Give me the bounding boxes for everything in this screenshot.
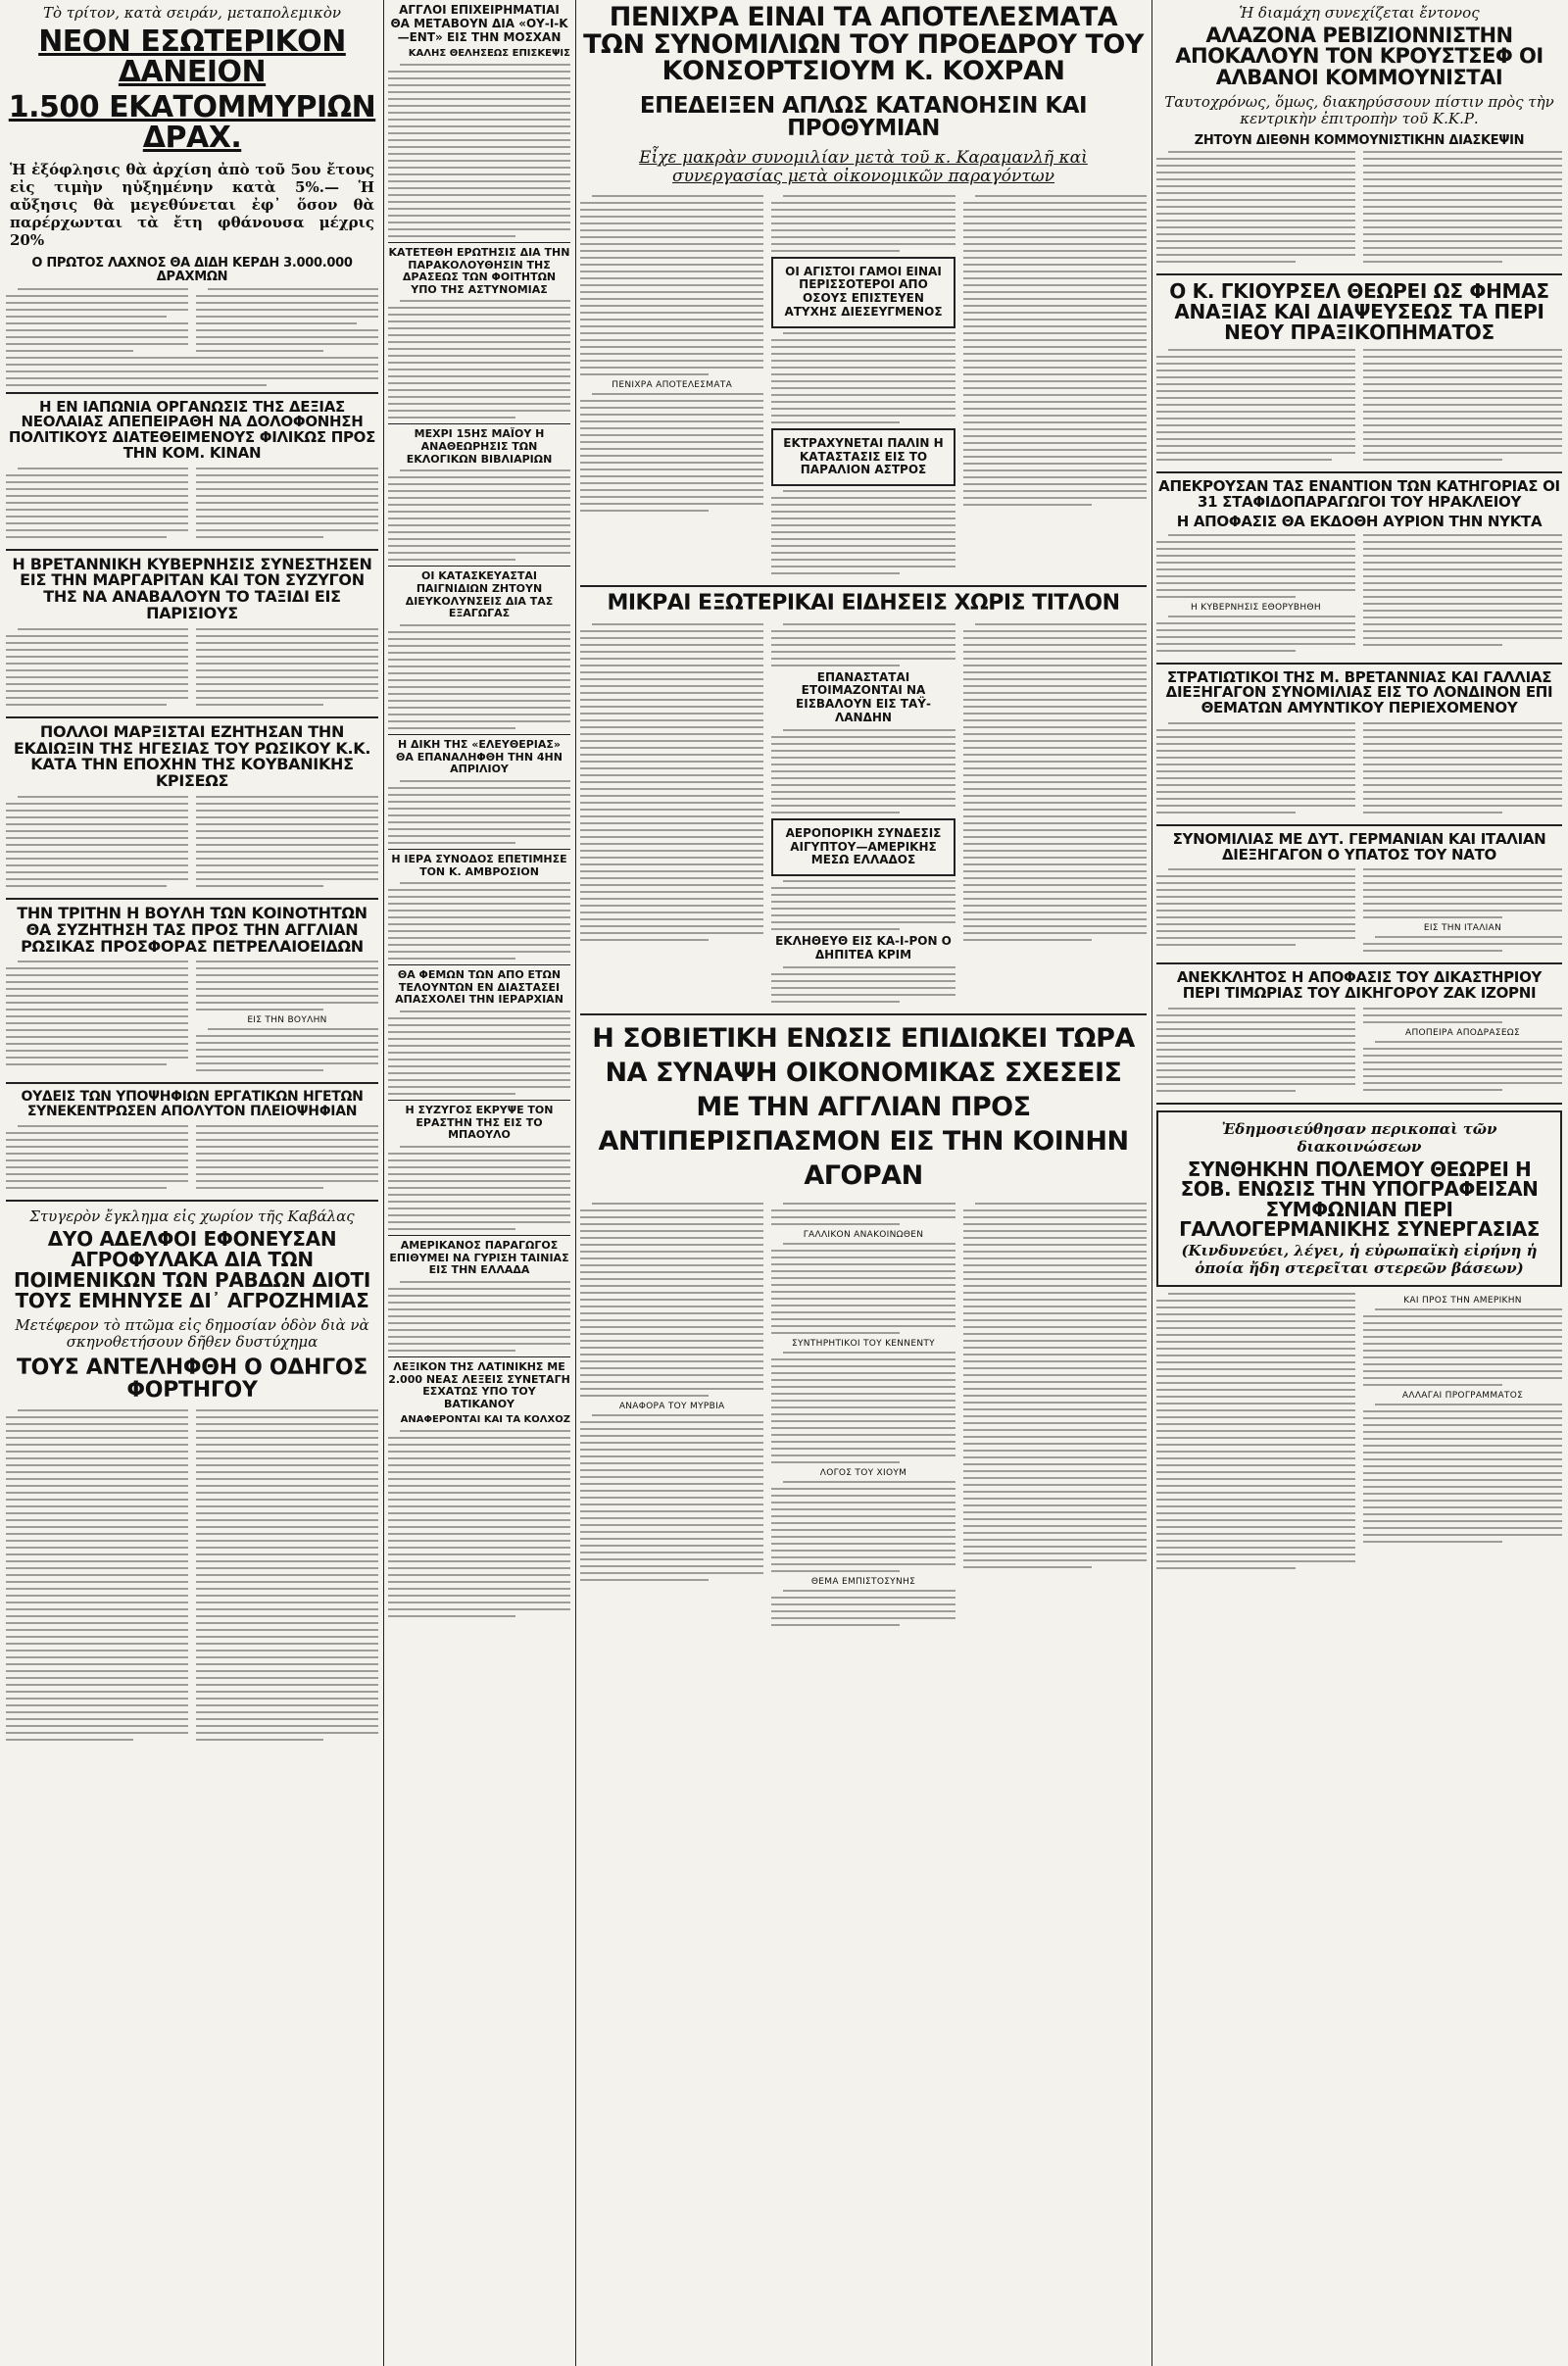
headline-cochran: ΠΕΝΙΧΡΑ ΕΙΝΑΙ ΤΑ ΑΠΟΤΕΛΕΣΜΑΤΑ ΤΩΝ ΣΥΝΟΜΙΛΙΩΝ ΤΟΥ ΠΡΟΕΔΡΟΥ ΤΟΥ ΚΟΝΣΟΡΤΣΙΟΥΜ Κ. ΚΟΧΡΑΝ	[583, 2, 1144, 87]
headline-commons: ΤΗΝ ΤΡΙΤΗΝ Η ΒΟΥΛΗ ΤΩΝ ΚΟΙΝΟΤΗΤΩΝ ΘΑ ΣΥΖΗΤΗΣΗ ΤΑΣ ΠΡΟΣ ΤΗΝ ΑΓΓΛΙΑΝ ΡΩΣΙΚΑΣ ΠΡΟΣΦΟΡΑΣ ΠΕΤΡΕΛΑΙΟΕΙΔΩΝ	[17, 904, 368, 956]
label-french-statement: ΓΑΛΛΙΚΟΝ ΑΝΑΚΟΙΝΩΘΕΝ	[803, 1230, 924, 1241]
column-2	[388, 0, 570, 2366]
headline-understanding: ΕΠΕΔΕΙΞΕΝ ΑΠΛΩΣ ΚΑΤΑΝΟΗΣΙΝ ΚΑΙ ΠΡΟΘΥΜΙΑΝ	[639, 92, 1088, 142]
headline-japan-youth: Η ΕΝ ΙΑΠΩΝΙΑ ΟΡΓΑΝΩΣΙΣ ΤΗΣ ΔΕΞΙΑΣ ΝΕΟΛΑΙΑΣ ΑΠΕΠΕΙΡΑΘΗ ΝΑ ΔΟΛΟΦΟΝΗΣΗ ΠΟΛΙΤΙΚΟΥΣ ΔΙΑΤΕΘΕΙΜΕΝΟΥΣ ΦΙΛΙΚΩΣ ΠΡΟΣ ΤΗΝ ΚΟΜ. ΚΙΝΑΝ	[8, 397, 376, 462]
headline-british-businessmen: ΑΓΓΛΟΙ ΕΠΙΧΕΙΡΗΜΑΤΙΑΙ ΘΑ ΜΕΤΑΒΟΥΝ ΔΙΑ «ΟΥ-Ι-Κ—ΕΝΤ» ΕΙΣ ΤΗΝ ΜΟΣΧΑΝ	[390, 3, 568, 44]
kicker-staged-accident: Μετέφερον τὸ πτῶμα εἰς δημοσίαν ὁδὸν διὰ νὰ σκηνοθετήσουν δῆθεν δυστύχημα	[15, 1315, 369, 1352]
column-rule	[383, 0, 384, 2366]
headline-nato-commander: ΣΥΝΟΜΙΛΙΑΣ ΜΕ ΔΥΤ. ΓΕΡΜΑΝΙΑΝ ΚΑΙ ΙΤΑΛΙΑΝ ΔΙΕΞΗΓΑΓΟΝ Ο ΥΠΑΤΟΣ ΤΟΥ ΝΑΤΟ	[1172, 829, 1546, 863]
headline-decision-tonight: Η ΑΠΟΦΑΣΙΣ ΘΑ ΕΚΔΟΘΗ ΑΥΡΙΟΝ ΤΗΝ ΝΥΚΤΑ	[1176, 512, 1543, 530]
headline-gursel: Ο Κ. ΓΚΙΟΥΡΣΕΛ ΘΕΩΡΕΙ ΩΣ ΦΗΜΑΣ ΑΝΑΞΙΑΣ ΚΑΙ ΔΙΑΨΕΥΣΕΩΣ ΤΑ ΠΕΡΙ ΝΕΟΥ ΠΡΑΞΙΚΟΠΗΜΑΤΟΣ	[1169, 279, 1549, 345]
headline-raisin-growers: ΑΠΕΚΡΟΥΣΑΝ ΤΑΣ ΕΝΑΝΤΙΟΝ ΤΩΝ ΚΑΤΗΓΟΡΙΑΣ ΟΙ 31 ΣΤΑΦΙΔΟΠΑΡΑΓΩΓΟΙ ΤΟΥ ΗΡΑΚΛΕΙΟΥ	[1158, 477, 1560, 512]
label-government-alarmed: Η ΚΥΒΕΡΝΗΣΙΣ ΕΘΟΡΥΒΗΘΗ	[1191, 602, 1321, 613]
subhead-central-committee: Ταυτοχρόνως, ὅμως, διακηρύσσουν πίστιν πρὸς τὴν κεντρικὴν ἐπιτροπὴν τοῦ Κ.Κ.Ρ.	[1164, 93, 1554, 128]
kicker-notes-published: Ἐδημοσιεύθησαν περικοπαὶ τῶν διακοινώσεων	[1221, 1119, 1497, 1156]
kicker-kavala: Στυγερὸν ἔγκλημα εἰς χωρίον τῆς Καβάλας	[29, 1207, 355, 1225]
column-rule	[575, 0, 576, 2366]
subhead-goodwill: ΚΑΛΗΣ ΘΕΛΗΣΕΩΣ ΕΠΙΣΚΕΨΙΣ	[408, 48, 570, 60]
headline-truck-driver: ΤΟΥΣ ΑΝΤΕΛΗΦΘΗ Ο ΟΔΗΓΟΣ ΦΟΡΤΗΓΟΥ	[16, 1356, 368, 1404]
label-home: ΛΟΓΟΣ ΤΟΥ ΧΙΟΥΜ	[819, 1468, 907, 1479]
headline-electoral-books: ΜΕΧΡΙ 15ΗΣ ΜΑΪΟΥ Η ΑΝΑΘΕΩΡΗΣΙΣ ΤΩΝ ΕΚΛΟΓΙΚΩΝ ΒΙΒΛΙΑΡΙΩΝ	[406, 427, 553, 466]
headline-brothers: ΔΥΟ ΑΔΕΛΦΟΙ ΕΦΟΝΕΥΣΑΝ ΑΓΡΟΦΥΛΑΚΑ ΔΙΑ ΤΩΝ ΠΟΙΜΕΝΙΚΩΝ ΤΩΝ ΡΑΒΔΩΝ ΔΙΟΤΙ ΤΟΥΣ ΕΜΗΝΥΣΕ ΔΙ᾽ ΑΓΡΟΖΗΜΙΑΣ	[14, 1226, 370, 1312]
label-kennedy: ΣΥΝΤΗΡΗΤΙΚΟΙ ΤΟΥ ΚΕΝΝΕΝΤΥ	[792, 1339, 935, 1350]
subhead-first-prize: Ο ΠΡΩΤΟΣ ΛΑΧΝΟΣ ΘΑ ΔΙΔΗ ΚΕΡΔΗ 3.000.000 ΔΡΑΧΜΩΝ	[31, 256, 353, 285]
headline-albanian-communists: ΑΛΑΖΟΝΑ ΡΕΒΙΖΙΟΝΝΙΣΤΗΝ ΑΠΟΚΑΛΟΥΝ ΤΟΝ ΚΡΟΥΣΤΣΕΦ ΟΙ ΑΛΒΑΝΟΙ ΚΟΜΜΟΥΝΙΣΤΑΙ	[1175, 24, 1544, 89]
headline-margaret: Η ΒΡΕΤΑΝΝΙΚΗ ΚΥΒΕΡΝΗΣΙΣ ΣΥΝΕΣΤΗΣΕΝ ΕΙΣ ΤΗΝ ΜΑΡΓΑΡΙΤΑΝ ΚΑΙ ΤΟΝ ΣΥΖΥΓΟΝ ΤΗΣ ΝΑ ΑΝΑΒΑΛΟΥΝ ΤΟ ΤΑΞΙΔΙ ΕΙΣ ΠΑΡΙΣΙΟΥΣ	[12, 554, 372, 623]
headline-astros: ΕΚΤΡΑΧΥΝΕΤΑΙ ΠΑΛΙΝ Η ΚΑΤΑΣΤΑΣΙΣ ΕΙΣ ΤΟ ΠΑΡΑΛΙΟΝ ΑΣΤΡΟΣ	[783, 435, 944, 477]
label-confidence: ΘΕΜΑ ΕΜΠΙΣΤΟΣΥΝΗΣ	[810, 1577, 916, 1588]
headline-intl-conference: ΖΗΤΟΥΝ ΔΙΕΘΝΗ ΚΟΜΜΟΥΝΙΣΤΙΚΗΝ ΔΙΑΣΚΕΨΙΝ	[1194, 132, 1525, 148]
headline-soviet-england: Η ΣΟΒΙΕΤΙΚΗ ΕΝΩΣΙΣ ΕΠΙΔΙΩΚΕΙ ΤΩΡΑ ΝΑ ΣΥΝΑΨΗ ΟΙΚΟΝΟΜΙΚΑΣ ΣΧΕΣΕΙΣ ΜΕ ΤΗΝ ΑΓΓΛΙΑΝ ΠΡΟΣ ΑΝΤΙΠΕΡΙΣΠΑΣΜΟΝ ΕΙΣ ΤΗΝ ΚΟΙΝΗΝ ΑΓΟΡΑΝ	[592, 1022, 1135, 1192]
headline-new-loan: ΝΕΟΝ ΕΣΩΤΕΡΙΚΟΝ ΔΑΝΕΙΟΝ	[38, 25, 346, 89]
headline-rebels-thailand: ΕΠΑΝΑΣΤΑΤΑΙ ΕΤΟΙΜΑΖΟΝΤΑΙ ΝΑ ΕΙΣΒΑΛΟΥΝ ΕΙΣ ΤΑΫ-ΛΑΝΔΗΝ	[796, 669, 931, 724]
headline-war-treaty: ΣΥΝΘΗΚΗΝ ΠΟΛΕΜΟΥ ΘΕΩΡΕΙ Η ΣΟΒ. ΕΝΩΣΙΣ ΤΗΝ ΥΠΟΓΡΑΦΕΙΣΑΝ ΣΥΜΦΩΝΙΑΝ ΠΕΡΙ ΓΑΛΛΟΓΕΡΜΑΝΙΚΗΣ ΣΥΝΕΡΓΑΣΙΑΣ	[1179, 1157, 1540, 1242]
headline-students-police: ΚΑΤΕΤΕΘΗ ΕΡΩΤΗΣΙΣ ΔΙΑ ΤΗΝ ΠΑΡΑΚΟΛΟΥΘΗΣΙΝ ΤΗΣ ΔΡΑΣΕΩΣ ΤΩΝ ΦΟΙΤΗΤΩΝ ΥΠΟ ΤΗΣ ΑΣΤΥΝΟΜΙΑΣ	[388, 245, 570, 296]
label-meager-results: ΠΕΝΙΧΡΑ ΑΠΟΤΕΛΕΣΜΑΤΑ	[612, 379, 733, 390]
headline-latin-dictionary: ΛΕΞΙΚΟΝ ΤΗΣ ΛΑΤΙΝΙΚΗΣ ΜΕ 2.000 ΝΕΑΣ ΛΕΞΕΙΣ ΣΥΝΕΤΑΓΗ ΕΣΧΑΤΩΣ ΥΠΟ ΤΟΥ ΒΑΤΙΚΑΝΟΥ	[388, 1359, 570, 1410]
label-italy: ΕΙΣ ΤΗΝ ΙΤΑΛΙΑΝ	[1423, 923, 1502, 934]
label-to-america: ΚΑΙ ΠΡΟΣ ΤΗΝ ΑΜΕΡΙΚΗΝ	[1403, 1295, 1522, 1306]
headline-small-foreign-news: ΜΙΚΡΑΙ ΕΞΩΤΕΡΙΚΑΙ ΕΙΔΗΣΕΙΣ ΧΩΡΙΣ ΤΙΤΛΟΝ	[607, 591, 1120, 616]
label-escape-attempt: ΑΠΟΠΕΙΡΑ ΑΠΟΔΡΑΣΕΩΣ	[1405, 1027, 1520, 1038]
headline-separated-couples: ΘΑ ΦΕΜΩΝ ΤΩΝ ΑΠΟ ΕΤΩΝ ΤΕΛΟΥΝΤΩΝ ΕΝ ΔΙΑΣΤΑΣΕΙ ΑΠΑΣΧΟΛΕΙ ΤΗΝ ΙΕΡΑΡΧΙΑΝ	[395, 968, 564, 1007]
headline-loan-amount: 1.500 ΕΚΑΤΟΜΜΥΡΙΩΝ ΔΡΑΧ.	[8, 90, 376, 155]
headline-american-producer: ΑΜΕΡΙΚΑΝΟΣ ΠΑΡΑΓΩΓΟΣ ΕΠΙΘΥΜΕΙ ΝΑ ΓΥΡΙΣΗ ΤΑΙΝΙΑΣ ΕΙΣ ΤΗΝ ΕΛΛΑΔΑ	[389, 1238, 569, 1277]
kicker-loan: Τὸ τρίτον, κατὰ σειράν, μεταπολεμικὸν	[42, 4, 341, 22]
headline-air-link: ΑΕΡΟΠΟΡΙΚΗ ΣΥΝΔΕΣΙΣ ΑΙΓΥΠΤΟΥ—ΑΜΕΡΙΚΗΣ ΜΕΣΩ ΕΛΛΑΔΟΣ	[785, 825, 942, 867]
headline-unholy-marriages: ΟΙ ΑΓΙΣΤΟΙ ΓΑΜΟΙ ΕΙΝΑΙ ΠΕΡΙΣΣΟΤΕΡΟΙ ΑΠΟ ΟΣΟΥΣ ΕΠΙΣΤΕΥΕΝ ΑΤΥΧΗΣ ΔΙΕΣΕΥΓΜΕΝΟΣ	[784, 264, 943, 319]
kicker-dispute: Ἡ διαμάχη συνεχίζεται ἔντονος	[1239, 4, 1480, 22]
column-3	[580, 0, 1147, 2366]
headline-wife-trunk: Η ΣΥΖΥΓΟΣ ΕΚΡΥΨΕ ΤΟΝ ΕΡΑΣΤΗΝ ΤΗΣ ΕΙΣ ΤΟ ΜΠΑΟΥΛΟ	[405, 1104, 554, 1142]
headline-marxists: ΠΟΛΛΟΙ ΜΑΡΞΙΣΤΑΙ ΕΖΗΤΗΣΑΝ ΤΗΝ ΕΚΔΙΩΞΙΝ ΤΗΣ ΗΓΕΣΙΑΣ ΤΟΥ ΡΩΣΙΚΟΥ Κ.Κ. ΚΑΤΑ ΤΗΝ ΕΠΟΧΗΝ ΤΗΣ ΚΟΥΒΑΝΙΚΗΣ ΚΡΙΣΕΩΣ	[13, 721, 371, 791]
headline-eleftheria-trial: Η ΔΙΚΗ ΤΗΣ «ΕΛΕΥΘΕΡΙΑΣ» ΘΑ ΕΠΑΝΑΛΗΦΘΗ ΤΗΝ 4ΗΝ ΑΠΡΙΛΙΟΥ	[396, 737, 563, 776]
label-program-changes: ΑΛΛΑΓΑΙ ΠΡΟΓΡΑΜΜΑΤΟΣ	[1401, 1390, 1524, 1401]
headline-cairo: ΕΚΛΗΘΕΥΘ ΕΙΣ ΚΑ-Ι-ΡΟΝ Ο ΔΗΠΙΤΕΑ ΚΡΙΜ	[775, 934, 952, 961]
subhead-kolkhoz: ΑΝΑΦΕΡΟΝΤΑΙ ΚΑΙ ΤΑ ΚΟΛΧΟΖ	[400, 1414, 570, 1426]
column-4	[1156, 0, 1562, 2366]
headline-toy-makers: ΟΙ ΚΑΤΑΣΚΕΥΑΣΤΑΙ ΠΑΙΓΝΙΔΙΩΝ ΖΗΤΟΥΝ ΔΙΕΥΚΟΛΥΝΣΕΙΣ ΔΙΑ ΤΑΣ ΕΞΑΓΩΓΑΣ	[405, 569, 554, 620]
headline-military-talks: ΣΤΡΑΤΙΩΤΙΚΟΙ ΤΗΣ Μ. ΒΡΕΤΑΝΝΙΑΣ ΚΑΙ ΓΑΛΛΙΑΣ ΔΙΕΞΗΓΑΓΟΝ ΣΥΝΟΜΙΛΙΑΣ ΕΙΣ ΤΟ ΛΟΝΔΙΝΟΝ ΕΠΙ ΘΕΜΑΤΩΝ ΑΜΥΝΤΙΚΟΥ ΠΕΡΙΕΧΟΜΕΝΟΥ	[1165, 667, 1553, 717]
label-myrvia: ΑΝΑΦΟΡΑ ΤΟΥ ΜΥΡΒΙΑ	[618, 1402, 725, 1412]
headline-holy-synod: Η ΙΕΡΑ ΣΥΝΟΔΟΣ ΕΠΕΤΙΜΗΣΕ ΤΟΝ Κ. ΑΜΒΡΟΣΙΟΝ	[391, 852, 567, 878]
headline-labour: ΟΥΔΕΙΣ ΤΩΝ ΥΠΟΨΗΦΙΩΝ ΕΡΓΑΤΙΚΩΝ ΗΓΕΤΩΝ ΣΥΝΕΚΕΝΤΡΩΣΕΝ ΑΠΟΛΥΤΟΝ ΠΛΕΙΟΨΗΦΙΑΝ	[21, 1089, 364, 1120]
subhead-european-peace: (Κινδυνεύει, λέγει, ἡ εὐρωπαϊκὴ εἰρήνη ἡ ὁποία ἤδη στερεῖται στερεῶν βάσεων)	[1181, 1242, 1538, 1277]
lead-paragraph: Ἡ ἐξόφλησις θὰ ἀρχίση ἀπὸ τοῦ 5ου ἔτους εἰς τιμὴν ηὐξημένην κατὰ 5%.— Ἡ αὔξησις θὰ μεγεθύνεται ἐφ᾽ ὅσον θὰ παρέρχωνται τὰ ἔτη φθάνουσα μέχρις 20%	[10, 161, 374, 250]
label-parliament: ΕΙΣ ΤΗΝ ΒΟΥΛΗΝ	[247, 1015, 327, 1026]
subhead-karamanlis: Εἶχε μακρὰν συνομιλίαν μετὰ τοῦ κ. Καραμανλῆ καὶ συνεργασίας μετὰ οἰκονομικῶν παραγόντων	[639, 147, 1088, 187]
headline-isorni: ΑΝΕΚΚΛΗΤΟΣ Η ΑΠΟΦΑΣΙΣ ΤΟΥ ΔΙΚΑΣΤΗΡΙΟΥ ΠΕΡΙ ΤΙΜΩΡΙΑΣ ΤΟΥ ΔΙΚΗΓΟΡΟΥ ΖΑΚ ΙΖΟΡΝΙ	[1176, 968, 1543, 1003]
column-1	[6, 0, 378, 2366]
